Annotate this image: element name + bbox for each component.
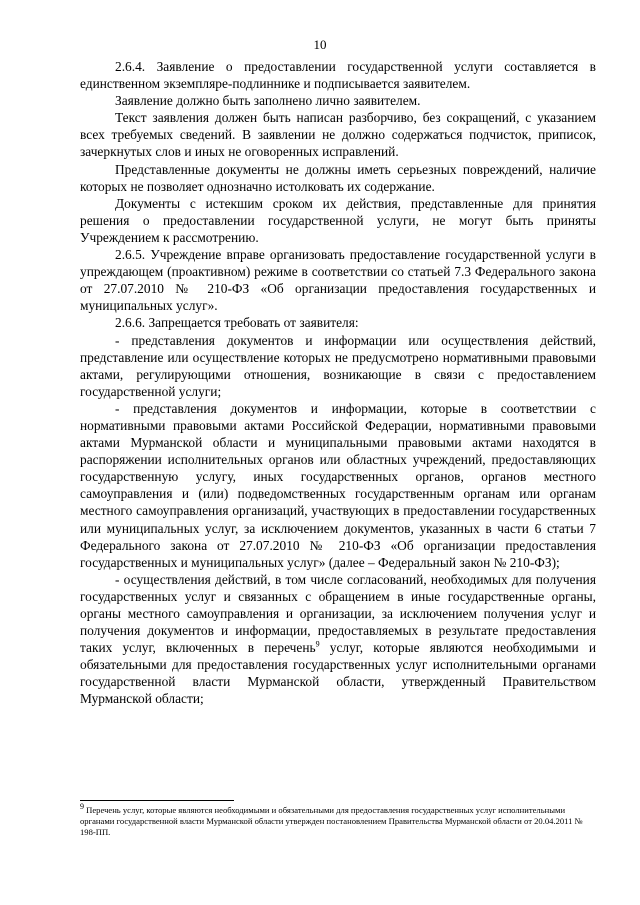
- document-body: [80, 58, 596, 708]
- footnote-reference: 9: [315, 639, 320, 649]
- page-number: 10: [313, 37, 327, 52]
- footnote: [80, 802, 596, 838]
- list-item-text-after: услуг, которые являются необходимыми и обязательными для предоставления государственных услуг исполнительными органами государственной власти Мурманской области, утвержденный Правительством Мурманской области;: [80, 640, 596, 707]
- paragraph-2-6-5: 2.6.5. Учреждение вправе организовать предоставление государственной услуги в упреждающем (проактивном) режиме в соответствии со статьей 7.3 Федерального закона от 27.07.2010 № 210-ФЗ «Об организации предоставления государственных и муниципальных услуг».: [80, 247, 596, 314]
- list-item-documents-information: - представления документов и информации, которые в соответствии с нормативными правовыми актами Российской Федерации, нормативными правовыми актами Мурманской области и муниципальными правовыми актами находятся в распоряжении исполнительных органов или областных учреждений, предоставляющих государственную услугу, иных государственных органов, органов местного самоуправления и (или) подведомственных государственным органам или органам местного самоуправления организаций, участвующих в предоставлении государственных или муниципальных услуг, за исключением документов, указанных в части 6 статьи 7 Федерального закона от 27.07.2010 № 210-ФЗ «Об организации предоставления государственных и муниципальных услуг» (далее – Федеральный закон № 210-ФЗ);: [80, 400, 596, 570]
- paragraph-damage: Представленные документы не должны иметь серьезных повреждений, наличие которых не позволяет однозначно истолковать их содержание.: [80, 161, 596, 194]
- footnote-separator: [80, 800, 234, 801]
- paragraph-personal-fill: Заявление должно быть заполнено лично заявителем.: [115, 93, 421, 109]
- paragraph-2-6-6: 2.6.6. Запрещается требовать от заявителя:: [115, 315, 359, 331]
- footnote-marker: 9: [80, 802, 84, 812]
- list-item-documents-actions: - представления документов и информации или осуществления действий, представление или осуществление которых не предусмотрено нормативными правовыми актами, регулирующими отношения, возникающие в связи с предоставлением государственной услуги;: [80, 332, 596, 399]
- list-item-actions-approvals: [80, 571, 596, 708]
- list-item-text-before: - осуществления действий, в том числе согласований, необходимых для получения государственных услуг и связанных с обращением в иные государственные органы, органы местного самоуправления и организации, за исключением получения услуг и получения документов и информации, предоставляемых в результате предоставления таких услуг, включенных в перечень: [80, 571, 596, 656]
- footnote-text: Перечень услуг, которые являются необходимыми и обязательными для предоставления государственных услуг исполнительными органами государственной власти Мурманской области утвержден постановлением Правительства Мурманской области от 20.04.2011 № 198-ПП.: [80, 805, 583, 837]
- paragraph-2-6-4: 2.6.4. Заявление о предоставлении государственной услуги составляется в единственном экземпляре-подлиннике и подписывается заявителем.: [80, 59, 596, 92]
- paragraph-legibility: Текст заявления должен быть написан разборчиво, без сокращений, с указанием всех требуемых сведений. В заявлении не должно содержаться подчисток, приписок, зачеркнутых слов и иных не оговоренных исправлений.: [80, 110, 596, 160]
- paragraph-expired: Документы с истекшим сроком их действия, представленные для принятия решения о предоставлении государственной услуги, не могут быть приняты Учреждением к рассмотрению.: [80, 195, 596, 245]
